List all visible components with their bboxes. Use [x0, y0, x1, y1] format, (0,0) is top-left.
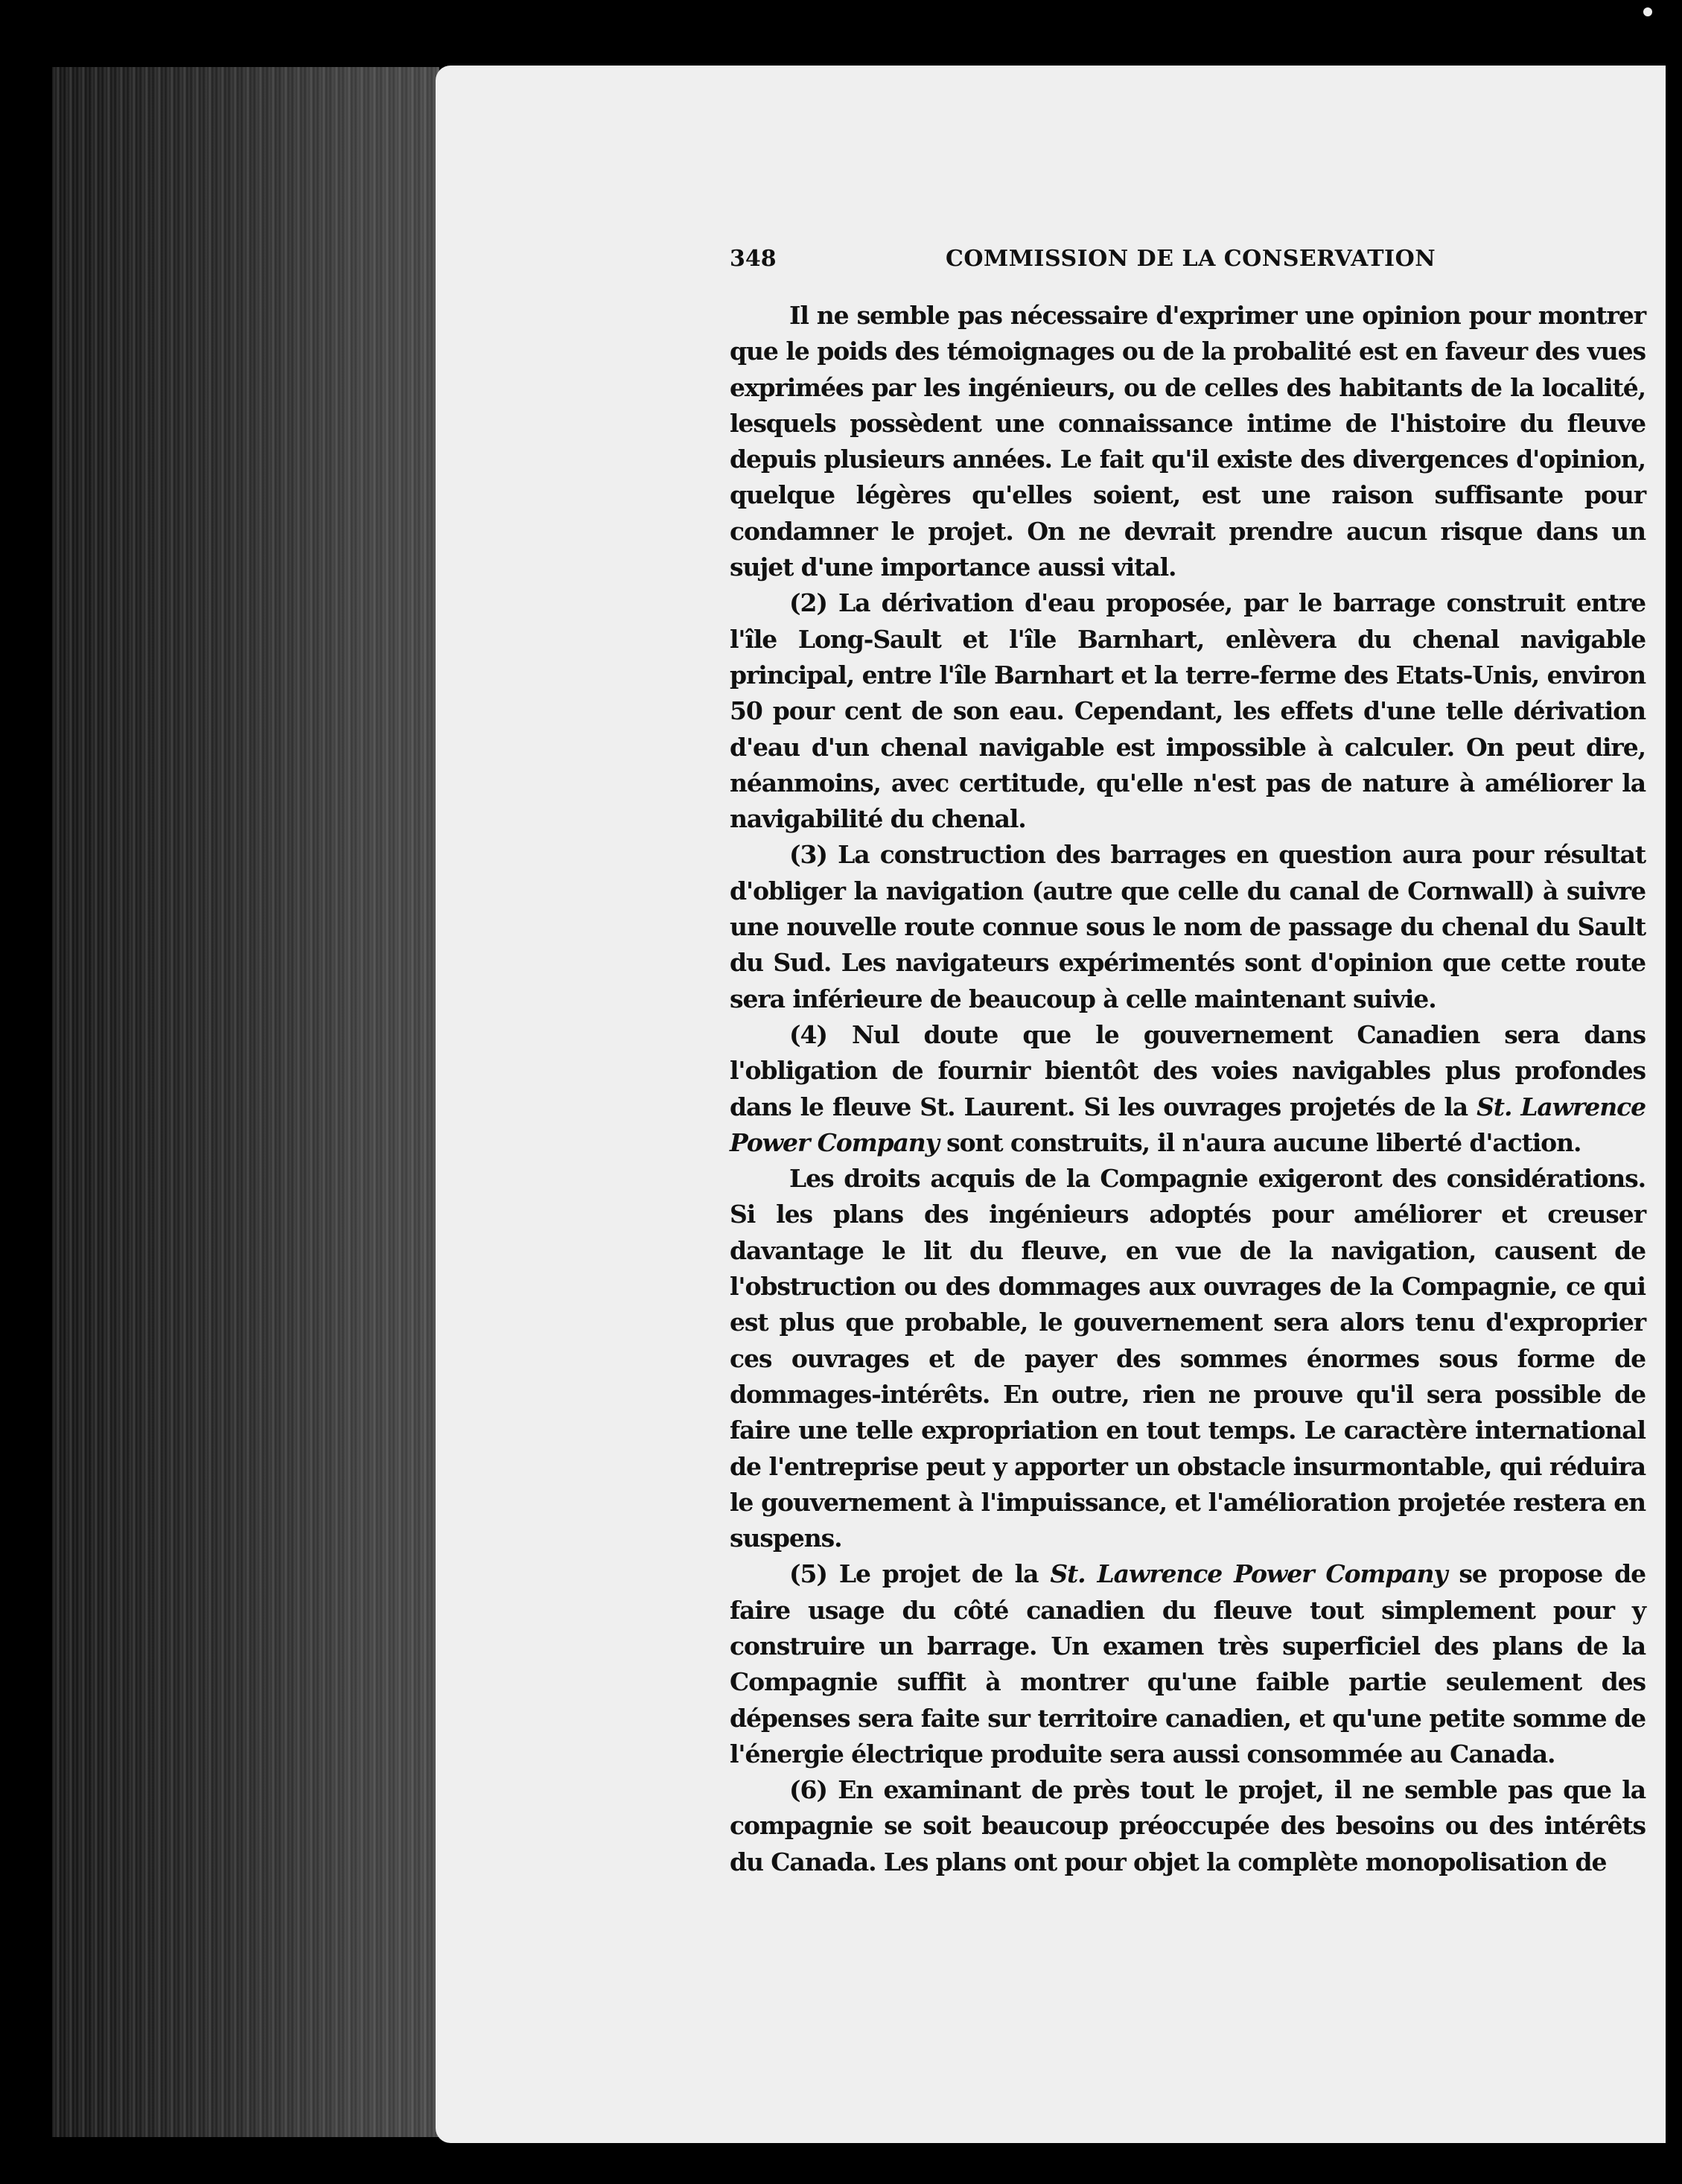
paragraph-4-text-b: sont construits, il n'aura aucune liberté d'action. [938, 1127, 1581, 1157]
paragraph-6-text-a: (5) Le projet de la [789, 1559, 1051, 1589]
paragraph-2: (2) La dérivation d'eau proposée, par le barrage construit entre l'île Long-Sault et l'île Barnhart, enlèvera du chenal navigable principal, entre l'île Barnhart et la terre-ferme des Etats-Unis, environ 50 pour cent de son eau. Cependant, les effets d'une telle dérivation d'eau d'un chenal navigable est impossible à calculer. On peut dire, néanmoins, avec certitude, qu'elle n'est pas de nature à améliorer la navigabilité du chenal. [730, 588, 1646, 834]
paragraph-1: Il ne semble pas nécessaire d'exprimer une opinion pour montrer que le poids des témoignages ou de la probalité est en faveur des vues exprimées par les ingénieurs, ou de celles des habitants de la localité, lesquels possèdent une connaissance intime de l'histoire du fleuve depuis plusieurs années. Le fait qu'il existe des divergences d'opinion, quelque légères qu'elles soient, est une raison suffisante pour condamner le projet. On ne devrait prendre aucun risque dans un sujet d'une importance aussi vital. [730, 301, 1646, 582]
company-name: St. Lawrence Power Company [1050, 1559, 1447, 1589]
paragraph-4-text-a: (4) Nul doute que le gouvernement Canadien sera dans l'obligation de fournir bientôt des voies navigables plus profondes dans le fleuve St. Laurent. Si les ouvrages projetés de la [730, 1019, 1646, 1121]
paragraph-6-text-b: se propose de faire usage du côté canadien du fleuve tout simplement pour y construire un barrage. Un examen très superficiel des plans de la Compagnie suffit à montrer qu'une faible partie seulement des dépenses sera faite sur territoire canadien, et qu'une petite somme de l'énergie électrique produite sera aussi consommée au Canada. [730, 1559, 1646, 1768]
paragraph-5: Les droits acquis de la Compagnie exigeront des considérations. Si les plans des ingénieurs adoptés pour améliorer et creuser davantage le lit du fleuve, en vue de la navigation, causent de l'obstruction ou des dommages aux ouvrages de la Compagnie, ce qui est plus que probable, le gouvernement sera alors tenu d'exproprier ces ouvrages et de payer des sommes énormes sous forme de dommages-intérêts. En outre, rien ne prouve qu'il sera possible de faire une telle expropriation en tout temps. Le caractère international de l'entreprise peut y apporter un obstacle insurmontable, qui réduira le gouvernement à l'impuissance, et l'amélioration projetée restera en suspens. [730, 1164, 1646, 1553]
scan-artifact [1643, 7, 1652, 16]
page-number: 348 [730, 246, 777, 272]
running-title: COMMISSION DE LA CONSERVATION [946, 246, 1436, 272]
paragraph-4 [730, 1017, 1646, 1161]
body-text [730, 298, 1646, 1880]
page-header [730, 240, 1646, 284]
paragraph-6 [730, 1556, 1646, 1772]
company-name: St. Lawrence Power Company [730, 1092, 1646, 1157]
paragraph-3: (3) La construction des barrages en question aura pour résultat d'obliger la navigation (autre que celle du canal de Cornwall) à suivre une nouvelle route connue sous le nom de passage du chenal du Sault du Sud. Les navigateurs expérimentés sont d'opinion que cette route sera inférieure de beaucoup à celle maintenant suivie. [730, 840, 1646, 1013]
book-page-edges [52, 67, 439, 2137]
paragraph-7: (6) En examinant de près tout le projet, il ne semble pas que la compagnie se soit beaucoup préoccupée des besoins ou des intérêts du Canada. Les plans ont pour objet la complète monopolisation de [730, 1775, 1646, 1876]
